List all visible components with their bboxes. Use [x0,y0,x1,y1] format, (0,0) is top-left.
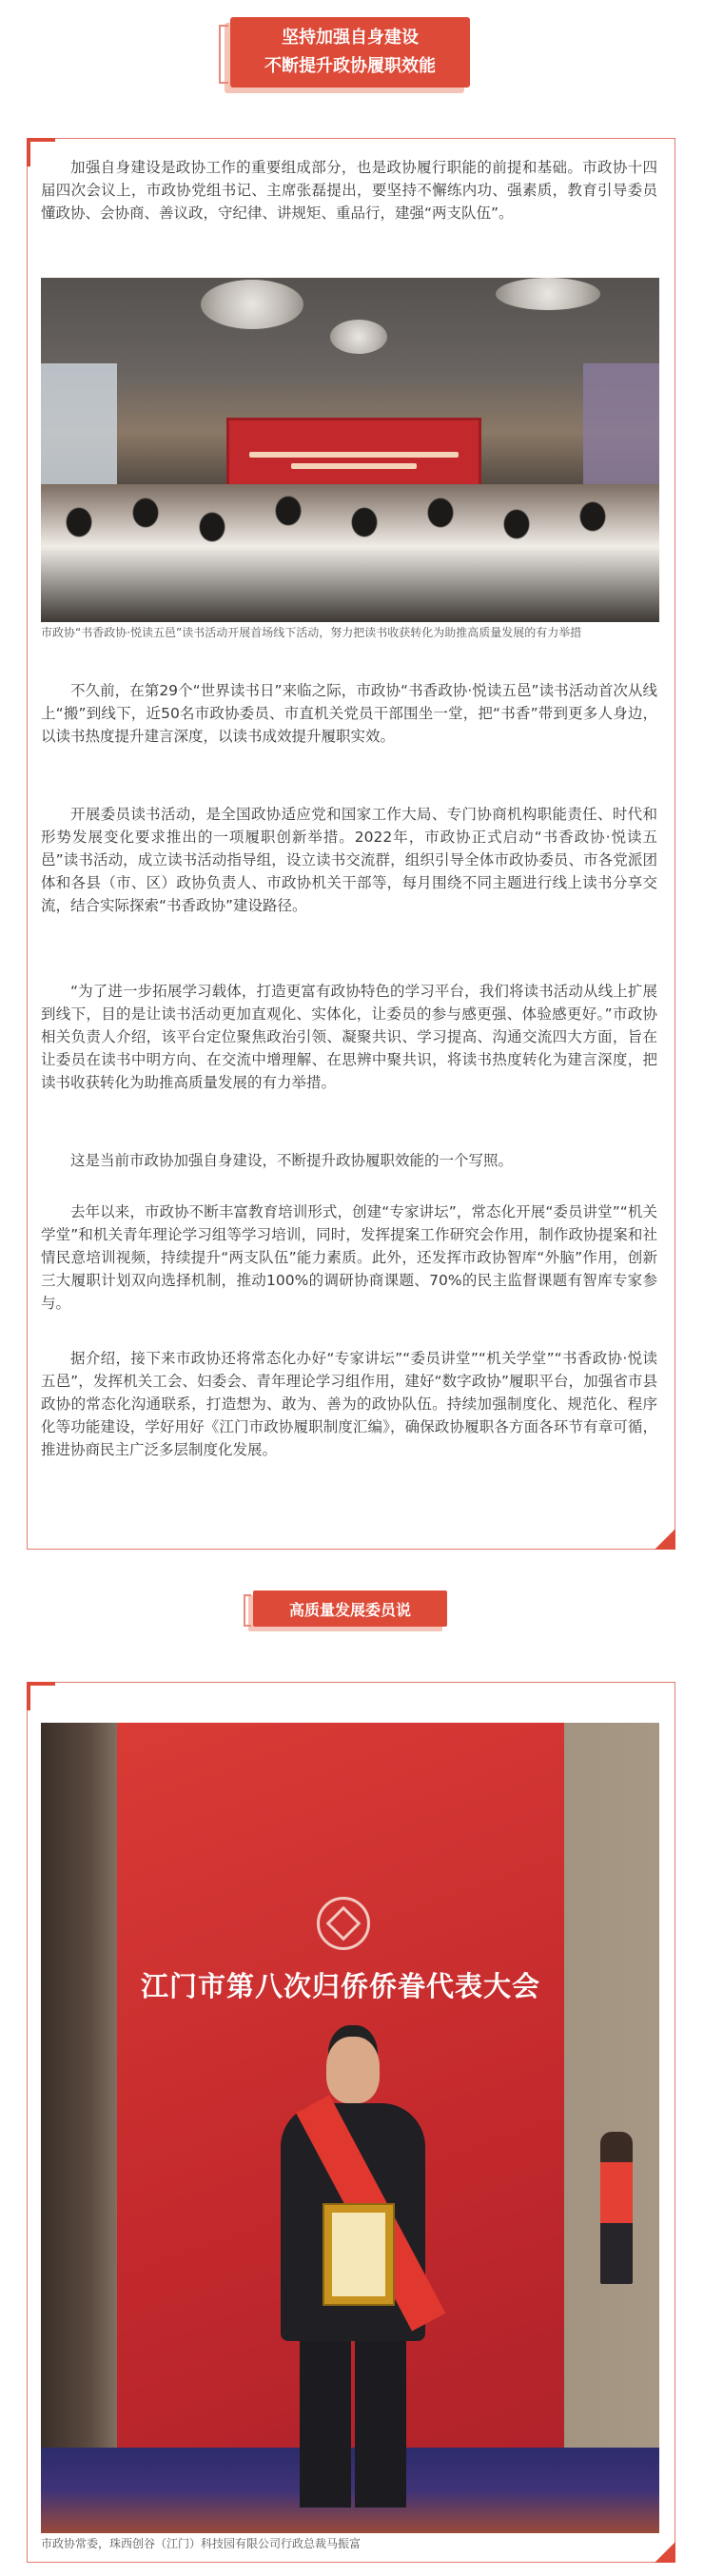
photo-lamp [201,280,303,329]
article-paragraph: “为了进一步拓展学习载体，打造更富有政协特色的学习平台，我们将读书活动从线上扩展到线下，目的是让读书活动更加直观化、实体化，让委员的参与感更强、体验感更好。”市政协相关负责人介绍，该平台定位聚焦政治引领、凝聚共识、学习提高、沟通交流四大方面，旨在让委员在读书中明方向、在交流中增理解、在思辨中聚共识，将读书热度转化为建言深度，把读书收获转化为助推高质量发展的有力举措。 [41,983,657,1091]
section-title: 高质量发展委员说 [288,1600,411,1619]
article-paragraph: 加强自身建设是政协工作的重要组成部分，也是政协履行职能的前提和基础。市政协十四届四次会议上，市政协党组书记、主席张磊提出，要坚持不懈练内功、强素质，教育引导委员懂政协、会协商、善议政，守纪律、讲规矩、重品行，建强“两支队伍”。 [41,159,657,222]
member-figure-head [326,2037,380,2103]
article-paragraph: 去年以来，市政协不断丰富教育培训形式，创建“专家讲坛”，常态化开展“委员讲堂”“机关学堂”和机关青年理论学习组等学习培训，同时，发挥提案工作研究会作用，制作政协提案和社情民意培训视频，持续提升“两支队伍”能力素质。此外，还发挥市政协智库“外脑”作用，创新三大履职计划双向选择机制，推动100%的调研协商课题、70%的民主监督课题有智库专家参与。 [41,1203,657,1312]
reading-event-photo [41,278,659,622]
page-title-banner [230,17,470,88]
photo-caption: 市政协“书香政协·悦读五邑”读书活动开展首场线下活动，努力把读书收获转化为助推高质量发展的有力举措 [41,626,582,639]
article-paragraph: 这是当前市政协加强自身建设，不断提升政协履职效能的一个写照。 [70,1152,514,1169]
corner-decoration [27,1682,55,1710]
corner-decoration [655,1529,675,1550]
member-portrait-photo [41,1723,659,2533]
section-title-banner [253,1590,447,1627]
photo-caption: 市政协常委，珠西创谷（江门）科技园有限公司行政总裁马振富 [41,2537,362,2550]
certificate [323,2203,395,2306]
photo-audience [41,484,659,622]
article-paragraph: 开展委员读书活动，是全国政协适应党和国家工作大局、专门协商机构职能责任、时代和形势发展变化要求推出的一项履职创新举措。2022年，市政协正式启动“书香政协·悦读五邑”读书活动，成立读书活动指导组，设立读书交流群，组织引导全体市政协委员、市各党派团体和各县（市、区）政协负责人、市政协机关干部等，每月围绕不同主题进行线上读书分享交流，结合实际探索“书香政协”建设路径。 [41,806,657,914]
member-card [27,1682,675,2563]
article-card [27,138,675,1550]
article-paragraph: 据介绍，接下来市政协还将常态化办好“专家讲坛”“委员讲堂”“机关学堂”“书香政协·悦读五邑”，发挥机关工会、妇委会、青年理论学习组作用，建好“数字政协”履职平台，加强省市县政协的常态化沟通联系，打造想为、敢为、善为的政协队伍。持续加强制度化、规范化、程序化等功能建设，学好用好《江门市政协履职制度汇编》，确保政协履职各方面各环节有章可循，推进协商民主广泛多层制度化发展。 [41,1350,657,1458]
photo-lamp [330,320,387,354]
article-paragraph: 不久前，在第29个“世界读书日”来临之际，市政协“书香政协·悦读五邑”读书活动首次从线上“搬”到线下，近50名市政协委员、市直机关党员干部围坐一堂，把“书香”带到更多人身边，以读书热度提升建言深度，以读书成效提升履职实效。 [41,682,657,745]
member-figure-legs [300,2341,406,2508]
conference-title: 江门市第八次归侨侨眷代表大会 [140,1970,540,2002]
emblem-icon [317,1897,370,1950]
banner-text-lines [249,446,459,475]
title-line-1: 坚持加强自身建设 [282,28,419,48]
photo-bystander [600,2132,633,2284]
photo-lamp [496,278,600,310]
title-line-2: 不断提升政协履职效能 [264,56,436,76]
